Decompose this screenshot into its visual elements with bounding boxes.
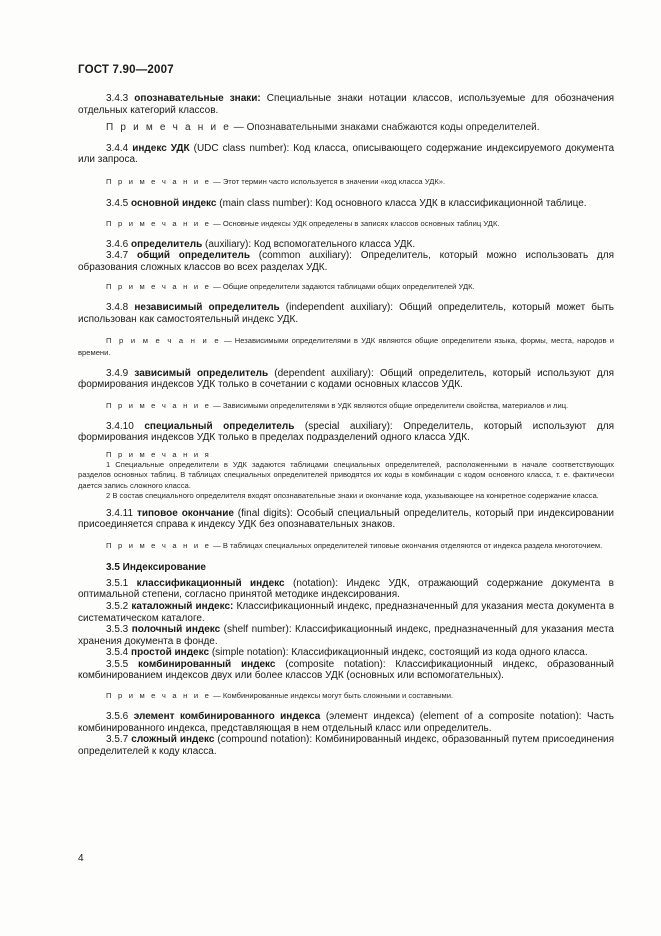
term: элемент комбинированного индекса — [133, 711, 321, 723]
term-number: 3.5.4 — [106, 647, 129, 659]
definition-3-4-11 — [78, 508, 614, 531]
definition-text: (final digits): Особый специальный определитель, который при индексировании присоединяется справа к индексу УДК без опознавательных знаков. — [78, 507, 614, 531]
note-label: П р и м е ч а н и е — [106, 691, 211, 701]
definition-text: Специальные знаки нотации классов, используемые для обозначения отдельных категорий классов. — [78, 93, 614, 116]
term: каталожный индекс: — [131, 600, 234, 612]
definition-3-5-7 — [78, 734, 614, 757]
term: определитель — [131, 238, 203, 250]
definition-text: (special auxiliary): Определитель, который используют для формирования индексов УДК только в пределах подразделений одного класса УДК. — [78, 420, 614, 444]
standard-header: ГОСТ 7.90—2007 — [78, 64, 174, 76]
term-number: 3.4.6 — [106, 238, 129, 250]
term: основной индекс — [131, 197, 217, 209]
definition-3-4-8 — [78, 302, 614, 325]
definition-text: (элемент индекса) (element of a composite notation): Часть комбинированного индекса, представляющая в нем отдельный класс или определитель. — [78, 711, 615, 734]
definition-3-4-5 — [78, 198, 614, 210]
term-number: 3.5.1 — [106, 577, 129, 589]
term-number: 3.5.7 — [106, 734, 129, 746]
note — [78, 122, 614, 134]
note — [78, 218, 614, 230]
term-number: 3.4.11 — [106, 507, 134, 519]
note-text: — Опознавательными знаками снабжаются коды определителей. — [231, 122, 540, 134]
note-label: П р и м е ч а н и е — [106, 176, 211, 186]
definition-text: Классификационный индекс, предназначенный для указания места документа в систематическом каталоге. — [78, 600, 615, 624]
section-heading: 3.5 Индексирование — [106, 561, 206, 573]
note-item-2: 2 В состав специального определителя входят опознавательные знаки и окончание кода, указывающее на конкретное содержание класса. — [106, 491, 599, 501]
note-text: — Этот термин часто используется в значении «код класса УДК». — [211, 176, 446, 186]
note-text: — Основные индексы УДК определены в записях классов основных таблиц УДК. — [211, 218, 500, 228]
definition-3-4-4 — [78, 143, 614, 166]
note-label: П р и м е ч а н и е — [106, 335, 221, 345]
note-text: — В таблицах специальных определителей типовые окончания отделяются от индекса раздела многоточием. — [211, 540, 603, 550]
definition-3-4-9 — [78, 368, 614, 391]
definition-text: (shelf number): Классификационный индекс, предназначенный для указания места хранения документа в фонде. — [78, 624, 614, 647]
term-number: 3.4.10 — [106, 420, 134, 432]
definition-3-5-2 — [78, 601, 614, 624]
term: специальный определитель — [144, 420, 295, 432]
note-text: — Комбинированные индексы могут быть сложными и составными. — [211, 691, 454, 701]
term-number: 3.4.7 — [106, 250, 129, 262]
term: типовое окончание — [136, 507, 234, 519]
term: зависимый определитель — [134, 367, 269, 379]
term-number: 3.4.5 — [106, 197, 129, 209]
term-number: 3.4.8 — [106, 302, 129, 314]
page-content — [78, 93, 614, 757]
note-text: — Зависимыми определителями в УДК являются общие определители свойства, материалов и лиц. — [211, 400, 569, 410]
term: комбинированный индекс — [138, 658, 276, 670]
term-number: 3.5.3 — [106, 624, 129, 636]
term: общий определитель — [137, 250, 250, 262]
note-label: П р и м е ч а н и е — [106, 122, 232, 134]
notes-heading: П р и м е ч а н и я — [106, 449, 211, 459]
term: опознавательные знаки: — [134, 93, 261, 104]
note-label: П р и м е ч а н и е — [106, 400, 211, 410]
definition-3-5-6 — [78, 711, 614, 734]
term-number: 3.4.3 — [106, 93, 129, 104]
definition-3-5-5 — [78, 659, 614, 682]
definition-text: (notation): Индекс УДК, отражающий содержание документа в оптимальной степени, согласно принятой методике индексирования. — [78, 577, 614, 601]
term: независимый определитель — [134, 302, 280, 314]
definition-text: (dependent auxiliary): Общий определитель, который используют для формирования индексов УДК только в сочетании с кодами основных классов УДК. — [78, 367, 614, 391]
definition-text: (simple notation): Классификационный индекс, состоящий из кода одного класса. — [209, 647, 588, 659]
term-number: 3.5.5 — [106, 658, 129, 670]
note — [78, 176, 614, 188]
term: простой индекс — [131, 647, 210, 659]
term: индекс УДК — [132, 142, 190, 154]
note — [78, 281, 614, 293]
note-label: П р и м е ч а н и е — [106, 282, 211, 292]
definition-text: (UDC class number): Код класса, описывающего содержание индексируемого документа или запроса. — [78, 142, 615, 166]
note-label: П р и м е ч а н и е — [106, 218, 211, 228]
definition-text: (main class number): Код основного класса УДК в классификационной таблице. — [216, 197, 587, 209]
definition-text: (independent auxiliary): Общий определитель, который может быть использован как самостоятельный индекс УДК. — [78, 302, 615, 325]
note — [78, 335, 614, 359]
definition-3-5-3 — [78, 624, 614, 647]
note-item-1: 1 Специальные определители в УДК задаются таблицами специальных определителей, расположенными в начале соответствующих разделов основных таблиц. В таблицах специальных определителей приводятся их коды в комбинации с кодом основного класса, т. е. фактически дается запись сложного класса. — [78, 459, 614, 490]
note — [78, 400, 614, 412]
term: сложный индекс — [131, 734, 215, 746]
definition-3-5-4 — [78, 647, 614, 659]
definition-3-4-10 — [78, 421, 614, 444]
definition-text: (compound notation): Комбинированный индекс, образованный путем присоединения определителей к коду класса. — [78, 734, 615, 757]
definition-text: (common auxiliary): Определитель, который можно использовать для образования сложных классов во всех разделах УДК. — [78, 250, 614, 273]
term: полочный индекс — [131, 624, 221, 636]
note-text: — Общие определители задаются таблицами общих определителей УДК. — [211, 282, 475, 292]
definition-text: (composite notation): Классификационный индекс, образованный комбинированием индексов двух или более классов УДК (основных или вспомогательных). — [78, 658, 615, 682]
note-label: П р и м е ч а н и е — [106, 540, 211, 550]
note — [78, 690, 614, 702]
definition-3-5-1 — [78, 578, 614, 601]
term-number: 3.4.9 — [106, 367, 129, 379]
definition-3-4-6 — [78, 239, 614, 251]
term-number: 3.5.6 — [106, 711, 129, 723]
page-number: 4 — [78, 853, 84, 864]
term-number: 3.4.4 — [106, 142, 129, 154]
note — [78, 540, 614, 552]
definition-3-4-3 — [78, 93, 614, 116]
term-number: 3.5.2 — [106, 600, 129, 612]
definition-3-4-7 — [78, 250, 614, 273]
note-text: — Независимыми определителями в УДК являются общие определители языка, формы, места, народов и времени. — [78, 335, 615, 357]
term: классификационный индекс — [136, 577, 285, 589]
definition-text: (auxiliary): Код вспомогательного класса УДК. — [202, 238, 416, 250]
